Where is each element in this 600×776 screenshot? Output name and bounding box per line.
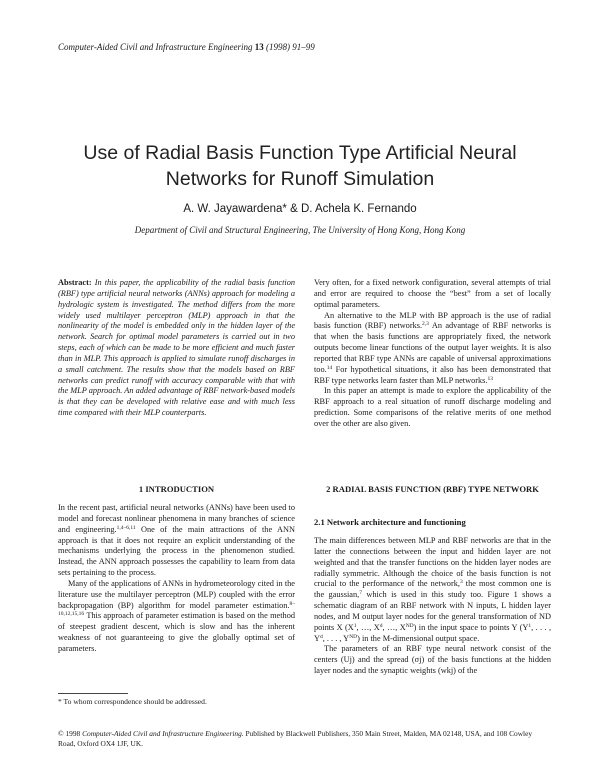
authors: A. W. Jayawardena* & D. Achela K. Fernando: [183, 203, 417, 215]
journal-year-pages: (1998) 91–99: [265, 42, 315, 52]
abstract-text: In this paper, the applicability of the radial basis function (RBF) type artificial neural networks (ANNs) approach for modeling a hydrologic system is investigated. The method differs from the more widely used multilayer perceptron (MLP) approach in that the nonlinearity of the model is embedded only in the hidden layer of the network. Search for optimal model parameters is carried out in two steps, each of which can be made to be more efficient and much faster than in MLP. This approach is applied to simulate runoff discharges in a small catchment. The results show that the models based on RBF networks can predict runoff with accuracy comparable with that with the MLP approach. An added advantage of RBF network-based models is that they can be developed with relative ease and with much less time compared with their MLP counterparts.: [58, 278, 295, 418]
right-paragraph-2: An alternative to the MLP with BP approach is the use of radial basis function (RBF) networks.$^{2,3}$ An advantage of RBF networks is that when the basis functions are appropriately fixed, the network outputs become linear functions of the output layer weights. It is also reported that RBF type ANNs are capable of universal approximations too.$^{14}$ For hypothetical situations, it also has been demonstrated that RBF type networks learn faster than MLP networks.$^{13}$: [314, 310, 551, 385]
citation: 14: [326, 364, 333, 371]
title-line-2: Networks for Runoff Simulation: [165, 168, 435, 191]
abstract: [58, 278, 295, 419]
footnote-rule: [58, 693, 128, 694]
subsection-2-1-heading: 2.1 Network architecture and functioning: [314, 517, 466, 527]
intro-paragraph-1: In the recent past, artificial neural networks (ANNs) have been used to model and forecast nonlinear phenomena in many branches of science and engineering.$^{1,4-6,11}$ One of the main attractions of the ANN approach is that it does not require an explicit understanding of the mechanisms underlying the process in the phenomenon studied. Instead, the ANN approach possesses the capability to learn from data sets pertaining to the process.: [58, 503, 295, 578]
right-paragraph-1: Very often, for a fixed network configuration, several attempts of trial and error are required to choose the “best” from a set of locally optimal parameters.: [314, 278, 551, 309]
section-1-body: [58, 503, 295, 655]
section-2-paragraph-1: The main differences between MLP and RBF networks are that in the latter the connections between the input and hidden layer are not weighted and that the transfer functions on the hidden layer nodes are radially symmetric. Although the choice of the basis function is not crucial to the performance of the network,$^3$ the most common one is the gaussian,$^7$ which is used in this study too. Figure 1 shows a schematic diagram of an RBF network with N inputs, L hidden layer nodes, and M output layer nodes for the general transformation of ND points X ($X^1$, …, $X^d$, …, XND) in the input space to points Y ($Y^1$, . . . , $Y^d$, . . . , $Y^{ND}$) in the M-dimensional output space.: [314, 536, 552, 643]
title-line-1: Use of Radial Basis Function Type Artificial Neural: [83, 142, 517, 165]
section-1-heading: 1 INTRODUCTION: [138, 484, 215, 494]
intro-paragraph-2: Many of the applications of ANNs in hydrometeorology cited in the literature use the multilayer perceptron (MLP) coupled with the error backpropagation (BP) algorithm for model parameter estimation.$^{8-10,12,15,16}$ This approach of parameter estimation is based on the method of steepest gradient descent, which is slow and has the inherent weakness of not guaranteeing to give the globally optimal set of parameters.: [58, 578, 295, 653]
journal-volume: 13: [254, 42, 264, 52]
journal-name: Computer-Aided Civil and Infrastructure Engineering: [58, 42, 253, 52]
section-2-body: [314, 536, 551, 677]
intro-continued: [314, 278, 551, 430]
copyright-journal: Computer-Aided Civil and Infrastructure Engineering: [82, 729, 242, 738]
right-paragraph-3: In this paper an attempt is made to explore the applicability of the RBF approach to a real situation of runoff discharge modeling and prediction. Some comparisons of the relative merits of one method over the other are also given.: [314, 386, 551, 428]
section-2-paragraph-2: The parameters of an RBF type neural network consist of the centers (Uj) and the spread (σj) of the basis functions at the hidden layer nodes and the synaptic weights (wkj) of the: [314, 644, 551, 676]
section-2-heading: 2 RADIAL BASIS FUNCTION (RBF) TYPE NETWORK: [326, 484, 539, 494]
citation: 2,3: [422, 321, 429, 328]
journal-header: [58, 42, 315, 52]
copyright-notice: © 1998 Computer-Aided Civil and Infrastructure Engineering. Published by Blackwell Publishers, 350 Main Street, Malden, MA 02148, USA, and 108 Cowley Road, Oxford OX4 1JF, UK.: [58, 729, 533, 748]
affiliation: Department of Civil and Structural Engineering, The University of Hong Kong, Hong Kong: [134, 225, 466, 235]
paper-title: [40, 140, 560, 192]
citation: 13: [487, 375, 493, 382]
abstract-label: Abstract:: [58, 278, 92, 287]
footnote: * To whom correspondence should be addressed.: [58, 697, 207, 706]
citation: 1,4–6,11: [116, 524, 136, 531]
citation: 8–10,12,15,16: [58, 600, 295, 618]
